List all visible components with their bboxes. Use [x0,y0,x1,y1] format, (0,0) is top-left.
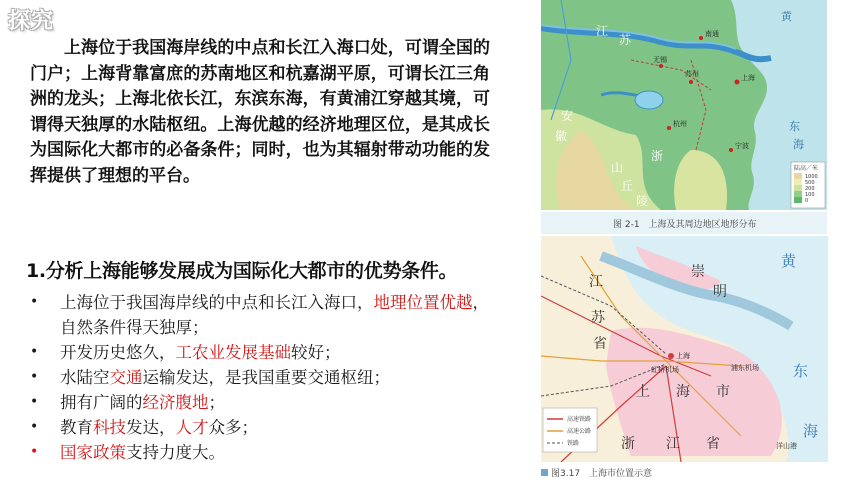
svg-text:省: 省 [593,336,607,352]
svg-text:高速铁路: 高速铁路 [567,416,592,423]
bullet-icon: • [30,294,39,310]
svg-text:海: 海 [676,384,690,400]
svg-text:上海: 上海 [676,352,690,360]
svg-text:500: 500 [805,180,815,186]
svg-text:山: 山 [611,161,624,175]
question-heading: 1.分析上海能够发展成为国际化大都市的优势条件。 [26,260,458,282]
location-map-graphic [541,236,828,462]
svg-text:无锡: 无锡 [653,56,667,64]
svg-text:浙: 浙 [651,149,664,163]
svg-text:市: 市 [716,384,730,400]
svg-text:200: 200 [805,186,815,192]
highlight-text: 地理位置优越 [373,293,473,312]
highlight-text: 科技 [93,418,126,437]
caption-marker-icon [541,469,548,476]
svg-text:陆高／米: 陆高／米 [794,165,819,172]
svg-text:东: 东 [793,362,809,380]
svg-text:崇: 崇 [691,264,705,280]
svg-text:高速公路: 高速公路 [567,428,592,435]
highlight-text: 国家政策 [60,443,126,462]
svg-text:1000: 1000 [805,174,818,180]
answer-list [30,290,500,465]
svg-text:江: 江 [589,274,603,290]
svg-text:省: 省 [706,436,720,452]
bullet-icon: • [30,444,39,460]
terrain-map [541,0,827,210]
svg-text:上海: 上海 [741,74,755,82]
svg-text:浦东机场: 浦东机场 [731,364,759,372]
bullet-icon: • [30,369,39,385]
list-item: • 教育科技发达，人才众多； [30,415,500,440]
highlight-text: 交通 [109,368,143,387]
location-map [541,236,828,462]
list-item: • 上海位于我国海岸线的中点和长江入海口，地理位置优越，自然条件得天独厚； [30,290,500,340]
svg-text:上: 上 [636,384,650,400]
svg-text:宁波: 宁波 [735,142,749,150]
list-item: • 拥有广阔的经济腹地； [30,390,500,415]
svg-text:东: 东 [789,120,800,133]
intro-paragraph: 上海位于我国海岸线的中点和长江入海口处，可谓全国的门户；上海背靠富庶的苏南地区和杭嘉湖平原，可谓长江三角洲的龙头；上海北依长江，东滨东海，有黄浦江穿越其境，可谓得天独厚的水陆枢纽。上海优越的经济地理区位，是其成长为国际化大都市的必备条件；同时，也为其辐射带动功能的发挥提供了理想的平台。 [30,38,490,186]
svg-text:明: 明 [713,284,727,300]
svg-text:杭州: 杭州 [673,120,687,128]
svg-text:铁路: 铁路 [567,440,580,447]
svg-text:海: 海 [803,422,819,440]
svg-text:徽: 徽 [555,129,568,143]
list-item: • 国家政策支持力度大。 [30,440,500,465]
location-map-caption: 图3.17 上海市位置示意 [541,466,652,479]
svg-text:苏州: 苏州 [685,70,699,78]
svg-text:苏: 苏 [619,33,632,47]
svg-text:洋山港: 洋山港 [776,442,797,450]
explore-badge: 探究 [8,9,55,34]
list-item: • 水陆空交通运输发达，是我国重要交通枢纽； [30,365,500,390]
svg-text:江: 江 [666,436,680,452]
svg-text:陵: 陵 [636,194,649,208]
highlight-text: 工农业发展基础 [175,343,291,362]
highlight-text: 人才 [175,418,209,437]
svg-text:江: 江 [596,24,609,38]
svg-text:100: 100 [805,192,815,198]
svg-text:黄: 黄 [781,252,797,270]
terrain-map-graphic [541,0,827,210]
svg-text:虹桥机场: 虹桥机场 [651,366,679,374]
bullet-icon: • [30,394,39,410]
svg-text:0: 0 [805,198,809,204]
bullet-icon: • [30,419,39,435]
svg-text:浙: 浙 [621,436,635,452]
svg-text:海: 海 [793,138,804,151]
bullet-icon: • [30,344,39,360]
svg-text:安: 安 [561,109,574,123]
svg-text:苏: 苏 [591,310,605,326]
terrain-map-caption: 图 2-1 上海及其周边地区地形分布 [541,212,827,234]
svg-text:丘: 丘 [621,179,634,193]
list-item: • 开发历史悠久，工农业发展基础较好； [30,340,500,365]
svg-text:南通: 南通 [705,30,719,38]
svg-text:黄: 黄 [781,10,792,23]
highlight-text: 经济腹地 [142,393,209,412]
